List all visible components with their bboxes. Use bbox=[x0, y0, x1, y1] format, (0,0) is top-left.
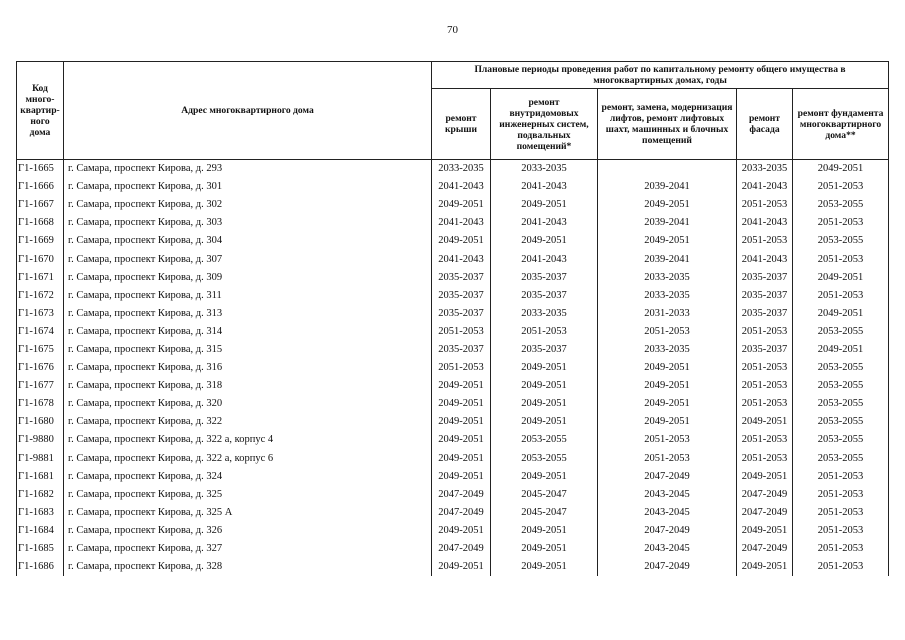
systems-period-cell: 2035-2037 bbox=[491, 341, 598, 359]
address-cell: г. Самара, проспект Кирова, д. 328 bbox=[64, 558, 432, 576]
facade-period-cell: 2051-2053 bbox=[737, 450, 793, 468]
header-code: Код много-квартир-ного дома bbox=[17, 62, 64, 160]
address-cell: г. Самара, проспект Кирова, д. 314 bbox=[64, 323, 432, 341]
house-code-cell: Г1-1668 bbox=[17, 214, 64, 232]
systems-period-cell: 2049-2051 bbox=[491, 522, 598, 540]
elevators-period-cell: 2049-2051 bbox=[598, 377, 737, 395]
address-cell: г. Самара, проспект Кирова, д. 322 bbox=[64, 413, 432, 431]
foundation-period-cell: 2053-2055 bbox=[793, 413, 889, 431]
house-code-cell: Г1-1672 bbox=[17, 287, 64, 305]
foundation-period-cell: 2051-2053 bbox=[793, 522, 889, 540]
facade-period-cell: 2041-2043 bbox=[737, 250, 793, 268]
address-cell: г. Самара, проспект Кирова, д. 311 bbox=[64, 287, 432, 305]
roof-period-cell: 2035-2037 bbox=[432, 269, 491, 287]
roof-period-cell: 2041-2043 bbox=[432, 250, 491, 268]
elevators-period-cell: 2051-2053 bbox=[598, 431, 737, 449]
roof-period-cell: 2047-2049 bbox=[432, 540, 491, 558]
table-row bbox=[17, 305, 889, 323]
page-number: 70 bbox=[447, 24, 458, 36]
house-code-cell: Г1-1676 bbox=[17, 359, 64, 377]
roof-period-cell: 2049-2051 bbox=[432, 395, 491, 413]
header-address: Адрес многоквартирного дома bbox=[64, 62, 432, 160]
roof-period-cell: 2049-2051 bbox=[432, 196, 491, 214]
foundation-period-cell: 2051-2053 bbox=[793, 250, 889, 268]
roof-period-cell: 2049-2051 bbox=[432, 558, 491, 576]
facade-period-cell: 2049-2051 bbox=[737, 413, 793, 431]
house-code-cell: Г1-1665 bbox=[17, 160, 64, 179]
systems-period-cell: 2053-2055 bbox=[491, 450, 598, 468]
elevators-period-cell: 2049-2051 bbox=[598, 395, 737, 413]
table-row bbox=[17, 504, 889, 522]
house-code-cell: Г1-1673 bbox=[17, 305, 64, 323]
facade-period-cell: 2035-2037 bbox=[737, 305, 793, 323]
facade-period-cell: 2047-2049 bbox=[737, 486, 793, 504]
table-row bbox=[17, 413, 889, 431]
elevators-period-cell: 2043-2045 bbox=[598, 504, 737, 522]
foundation-period-cell: 2053-2055 bbox=[793, 232, 889, 250]
facade-period-cell: 2033-2035 bbox=[737, 160, 793, 179]
house-code-cell: Г1-1683 bbox=[17, 504, 64, 522]
house-code-cell: Г1-1685 bbox=[17, 540, 64, 558]
foundation-period-cell: 2049-2051 bbox=[793, 269, 889, 287]
roof-period-cell: 2051-2053 bbox=[432, 323, 491, 341]
roof-period-cell: 2051-2053 bbox=[432, 359, 491, 377]
address-cell: г. Самара, проспект Кирова, д. 322 а, корпус 4 bbox=[64, 431, 432, 449]
house-code-cell: Г1-9880 bbox=[17, 431, 64, 449]
facade-period-cell: 2051-2053 bbox=[737, 323, 793, 341]
address-cell: г. Самара, проспект Кирова, д. 325 bbox=[64, 486, 432, 504]
elevators-period-cell: 2039-2041 bbox=[598, 250, 737, 268]
foundation-period-cell: 2051-2053 bbox=[793, 540, 889, 558]
roof-period-cell: 2049-2051 bbox=[432, 232, 491, 250]
facade-period-cell: 2051-2053 bbox=[737, 232, 793, 250]
house-code-cell: Г1-1682 bbox=[17, 486, 64, 504]
facade-period-cell: 2049-2051 bbox=[737, 522, 793, 540]
roof-period-cell: 2049-2051 bbox=[432, 522, 491, 540]
house-code-cell: Г1-1670 bbox=[17, 250, 64, 268]
roof-period-cell: 2035-2037 bbox=[432, 287, 491, 305]
systems-period-cell: 2049-2051 bbox=[491, 540, 598, 558]
systems-period-cell: 2049-2051 bbox=[491, 377, 598, 395]
systems-period-cell: 2045-2047 bbox=[491, 504, 598, 522]
roof-period-cell: 2033-2035 bbox=[432, 160, 491, 179]
address-cell: г. Самара, проспект Кирова, д. 316 bbox=[64, 359, 432, 377]
foundation-period-cell: 2049-2051 bbox=[793, 305, 889, 323]
header-systems: ремонт внутридомовых инженерных систем, подвальных помещений* bbox=[491, 89, 598, 160]
elevators-period-cell: 2033-2035 bbox=[598, 341, 737, 359]
address-cell: г. Самара, проспект Кирова, д. 327 bbox=[64, 540, 432, 558]
table-row bbox=[17, 341, 889, 359]
systems-period-cell: 2053-2055 bbox=[491, 431, 598, 449]
address-cell: г. Самара, проспект Кирова, д. 303 bbox=[64, 214, 432, 232]
foundation-period-cell: 2049-2051 bbox=[793, 160, 889, 179]
address-cell: г. Самара, проспект Кирова, д. 315 bbox=[64, 341, 432, 359]
address-cell: г. Самара, проспект Кирова, д. 322 а, корпус 6 bbox=[64, 450, 432, 468]
systems-period-cell: 2049-2051 bbox=[491, 359, 598, 377]
table-row bbox=[17, 232, 889, 250]
facade-period-cell: 2049-2051 bbox=[737, 558, 793, 576]
facade-period-cell: 2051-2053 bbox=[737, 377, 793, 395]
foundation-period-cell: 2051-2053 bbox=[793, 504, 889, 522]
table-row bbox=[17, 323, 889, 341]
table-row bbox=[17, 377, 889, 395]
foundation-period-cell: 2051-2053 bbox=[793, 468, 889, 486]
elevators-period-cell: 2031-2033 bbox=[598, 305, 737, 323]
facade-period-cell: 2049-2051 bbox=[737, 468, 793, 486]
house-code-cell: Г1-1674 bbox=[17, 323, 64, 341]
table-row bbox=[17, 468, 889, 486]
foundation-period-cell: 2051-2053 bbox=[793, 486, 889, 504]
address-cell: г. Самара, проспект Кирова, д. 318 bbox=[64, 377, 432, 395]
foundation-period-cell: 2051-2053 bbox=[793, 558, 889, 576]
house-code-cell: Г1-1680 bbox=[17, 413, 64, 431]
address-cell: г. Самара, проспект Кирова, д. 326 bbox=[64, 522, 432, 540]
facade-period-cell: 2051-2053 bbox=[737, 359, 793, 377]
facade-period-cell: 2035-2037 bbox=[737, 269, 793, 287]
systems-period-cell: 2041-2043 bbox=[491, 178, 598, 196]
facade-period-cell: 2041-2043 bbox=[737, 178, 793, 196]
roof-period-cell: 2049-2051 bbox=[432, 450, 491, 468]
systems-period-cell: 2045-2047 bbox=[491, 486, 598, 504]
header-roof: ремонт крыши bbox=[432, 89, 491, 160]
systems-period-cell: 2035-2037 bbox=[491, 269, 598, 287]
foundation-period-cell: 2053-2055 bbox=[793, 450, 889, 468]
address-cell: г. Самара, проспект Кирова, д. 302 bbox=[64, 196, 432, 214]
roof-period-cell: 2049-2051 bbox=[432, 431, 491, 449]
elevators-period-cell: 2049-2051 bbox=[598, 359, 737, 377]
facade-period-cell: 2047-2049 bbox=[737, 504, 793, 522]
house-code-cell: Г1-1677 bbox=[17, 377, 64, 395]
foundation-period-cell: 2053-2055 bbox=[793, 359, 889, 377]
table-row bbox=[17, 359, 889, 377]
facade-period-cell: 2051-2053 bbox=[737, 395, 793, 413]
table-row bbox=[17, 160, 889, 179]
roof-period-cell: 2049-2051 bbox=[432, 377, 491, 395]
elevators-period-cell: 2043-2045 bbox=[598, 540, 737, 558]
facade-period-cell: 2041-2043 bbox=[737, 214, 793, 232]
systems-period-cell: 2049-2051 bbox=[491, 395, 598, 413]
table-row bbox=[17, 486, 889, 504]
house-code-cell: Г1-1681 bbox=[17, 468, 64, 486]
elevators-period-cell: 2043-2045 bbox=[598, 486, 737, 504]
elevators-period-cell: 2039-2041 bbox=[598, 214, 737, 232]
roof-period-cell: 2035-2037 bbox=[432, 305, 491, 323]
systems-period-cell: 2033-2035 bbox=[491, 305, 598, 323]
house-code-cell: Г1-1684 bbox=[17, 522, 64, 540]
address-cell: г. Самара, проспект Кирова, д. 309 bbox=[64, 269, 432, 287]
foundation-period-cell: 2053-2055 bbox=[793, 377, 889, 395]
roof-period-cell: 2041-2043 bbox=[432, 178, 491, 196]
systems-period-cell: 2033-2035 bbox=[491, 160, 598, 179]
elevators-period-cell: 2047-2049 bbox=[598, 522, 737, 540]
elevators-period-cell: 2049-2051 bbox=[598, 413, 737, 431]
header-planned-periods: Плановые периоды проведения работ по капитальному ремонту общего имущества в многоквартирных домах, годы bbox=[432, 62, 889, 89]
address-cell: г. Самара, проспект Кирова, д. 307 bbox=[64, 250, 432, 268]
foundation-period-cell: 2051-2053 bbox=[793, 287, 889, 305]
house-code-cell: Г1-1675 bbox=[17, 341, 64, 359]
elevators-period-cell: 2047-2049 bbox=[598, 468, 737, 486]
facade-period-cell: 2035-2037 bbox=[737, 287, 793, 305]
elevators-period-cell: 2039-2041 bbox=[598, 178, 737, 196]
table-row bbox=[17, 450, 889, 468]
systems-period-cell: 2049-2051 bbox=[491, 413, 598, 431]
address-cell: г. Самара, проспект Кирова, д. 325 А bbox=[64, 504, 432, 522]
elevators-period-cell: 2051-2053 bbox=[598, 323, 737, 341]
house-code-cell: Г1-1667 bbox=[17, 196, 64, 214]
foundation-period-cell: 2053-2055 bbox=[793, 323, 889, 341]
roof-period-cell: 2047-2049 bbox=[432, 504, 491, 522]
roof-period-cell: 2041-2043 bbox=[432, 214, 491, 232]
foundation-period-cell: 2053-2055 bbox=[793, 395, 889, 413]
table-row bbox=[17, 214, 889, 232]
table-row bbox=[17, 522, 889, 540]
address-cell: г. Самара, проспект Кирова, д. 301 bbox=[64, 178, 432, 196]
foundation-period-cell: 2053-2055 bbox=[793, 431, 889, 449]
roof-period-cell: 2035-2037 bbox=[432, 341, 491, 359]
facade-period-cell: 2035-2037 bbox=[737, 341, 793, 359]
header-foundation: ремонт фундамента многоквартирного дома** bbox=[793, 89, 889, 160]
elevators-period-cell: 2033-2035 bbox=[598, 269, 737, 287]
elevators-period-cell: 2049-2051 bbox=[598, 232, 737, 250]
facade-period-cell: 2047-2049 bbox=[737, 540, 793, 558]
table-row bbox=[17, 540, 889, 558]
table-row bbox=[17, 287, 889, 305]
header-facade: ремонт фасада bbox=[737, 89, 793, 160]
systems-period-cell: 2049-2051 bbox=[491, 232, 598, 250]
house-code-cell: Г1-1671 bbox=[17, 269, 64, 287]
elevators-period-cell: 2049-2051 bbox=[598, 196, 737, 214]
foundation-period-cell: 2051-2053 bbox=[793, 214, 889, 232]
elevators-period-cell: 2051-2053 bbox=[598, 450, 737, 468]
table-row bbox=[17, 395, 889, 413]
table-row bbox=[17, 250, 889, 268]
roof-period-cell: 2049-2051 bbox=[432, 413, 491, 431]
address-cell: г. Самара, проспект Кирова, д. 304 bbox=[64, 232, 432, 250]
address-cell: г. Самара, проспект Кирова, д. 313 bbox=[64, 305, 432, 323]
table-row bbox=[17, 558, 889, 576]
house-code-cell: Г1-1669 bbox=[17, 232, 64, 250]
table-row bbox=[17, 431, 889, 449]
roof-period-cell: 2049-2051 bbox=[432, 468, 491, 486]
foundation-period-cell: 2049-2051 bbox=[793, 341, 889, 359]
address-cell: г. Самара, проспект Кирова, д. 293 bbox=[64, 160, 432, 179]
table-row bbox=[17, 178, 889, 196]
house-code-cell: Г1-1686 bbox=[17, 558, 64, 576]
address-cell: г. Самара, проспект Кирова, д. 320 bbox=[64, 395, 432, 413]
capital-repair-table bbox=[16, 61, 889, 576]
elevators-period-cell: 2047-2049 bbox=[598, 558, 737, 576]
systems-period-cell: 2041-2043 bbox=[491, 214, 598, 232]
systems-period-cell: 2051-2053 bbox=[491, 323, 598, 341]
systems-period-cell: 2049-2051 bbox=[491, 468, 598, 486]
facade-period-cell: 2051-2053 bbox=[737, 431, 793, 449]
elevators-period-cell: 2033-2035 bbox=[598, 287, 737, 305]
systems-period-cell: 2049-2051 bbox=[491, 196, 598, 214]
foundation-period-cell: 2053-2055 bbox=[793, 196, 889, 214]
systems-period-cell: 2049-2051 bbox=[491, 558, 598, 576]
house-code-cell: Г1-1678 bbox=[17, 395, 64, 413]
house-code-cell: Г1-1666 bbox=[17, 178, 64, 196]
header-elevators: ремонт, замена, модернизация лифтов, ремонт лифтовых шахт, машинных и блочных помещений bbox=[598, 89, 737, 160]
table-row bbox=[17, 196, 889, 214]
address-cell: г. Самара, проспект Кирова, д. 324 bbox=[64, 468, 432, 486]
systems-period-cell: 2041-2043 bbox=[491, 250, 598, 268]
foundation-period-cell: 2051-2053 bbox=[793, 178, 889, 196]
elevators-period-cell bbox=[598, 160, 737, 179]
house-code-cell: Г1-9881 bbox=[17, 450, 64, 468]
table-row bbox=[17, 269, 889, 287]
systems-period-cell: 2035-2037 bbox=[491, 287, 598, 305]
facade-period-cell: 2051-2053 bbox=[737, 196, 793, 214]
roof-period-cell: 2047-2049 bbox=[432, 486, 491, 504]
